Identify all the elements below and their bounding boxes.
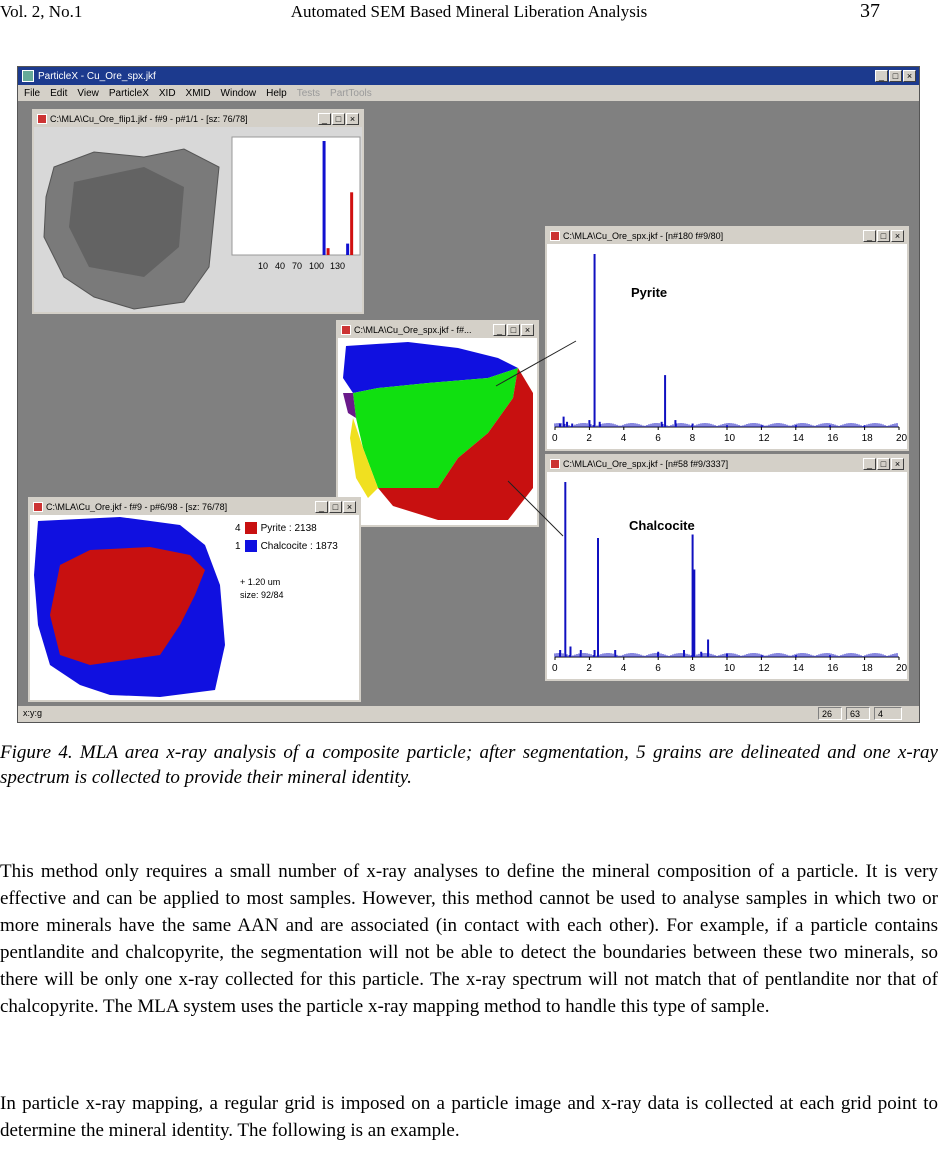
maximize-button[interactable]: □	[877, 230, 890, 242]
x-tick-label: 2	[586, 663, 592, 674]
histogram-window[interactable]	[32, 109, 364, 314]
status-field-1: 26	[818, 707, 842, 720]
menu-file[interactable]: File	[24, 87, 41, 99]
menu-xmid[interactable]: XMID	[185, 87, 211, 99]
window-title: C:\MLA\Cu_Ore.jkf - f#9 - p#6/98 - [sz: 76/78]	[46, 502, 228, 512]
maximize-button[interactable]: □	[507, 324, 520, 336]
hist-tick-40: 40	[275, 261, 286, 271]
legend-swatch	[245, 522, 257, 534]
legend-swatch	[245, 540, 257, 552]
hist-tick-100: 100	[309, 261, 325, 271]
status-field-3: 4	[874, 707, 902, 720]
page-number: 37	[860, 0, 880, 22]
window-icon	[33, 502, 43, 512]
close-button[interactable]: ×	[521, 324, 534, 336]
window-title: C:\MLA\Cu_Ore_spx.jkf - [n#58 f#9/3337]	[563, 459, 729, 469]
window-icon	[341, 325, 351, 335]
hist-tick-70: 70	[292, 261, 303, 271]
x-tick-label: 8	[689, 433, 696, 444]
mdi-workspace	[18, 101, 919, 706]
window-title: C:\MLA\Cu_Ore_flip1.jkf - f#9 - p#1/1 - [sz: 76/78]	[50, 114, 248, 124]
app-title: ParticleX - Cu_Ore_spx.jkf	[38, 70, 156, 82]
menu-parttools[interactable]: PartTools	[330, 87, 372, 99]
status-field-2: 63	[846, 707, 870, 720]
segmented-particle-window[interactable]	[336, 320, 539, 527]
window-title: C:\MLA\Cu_Ore_spx.jkf - f#...	[354, 325, 472, 335]
body-paragraph-1: This method only requires a small number of x-ray analyses to define the mineral composition of a particle. It is very effective and can be applied to most samples. However, this method cannot be used to analyse samples in which two or more minerals have the same AAN and are associated (in contact with each other). For example, if a particle contains pentlandite and chalcopyrite, the segmentation will not be able to detect the boundaries between these two minerals, so there will be only one x-ray collected for this particle. The x-ray spectrum will not match that of pentlandite nor that of chalcopyrite. The MLA system uses the particle x-ray mapping method to handle this type of sample.	[0, 861, 938, 1017]
close-button[interactable]: ×	[903, 70, 916, 82]
close-button[interactable]: ×	[891, 230, 904, 242]
maximize-button[interactable]: □	[877, 458, 890, 470]
window-icon	[550, 459, 560, 469]
pyrite-spectrum-window[interactable]	[545, 226, 909, 451]
histogram-bar	[327, 248, 330, 255]
x-tick-label: 16	[827, 663, 839, 674]
window-title: C:\MLA\Cu_Ore_spx.jkf - [n#180 f#9/80]	[563, 231, 724, 241]
legend-item-chalcocite	[235, 540, 338, 552]
minimize-button[interactable]: _	[315, 501, 328, 513]
legend-count: 4	[235, 522, 241, 534]
x-tick-label: 6	[655, 663, 661, 674]
running-header-volume: Vol. 2, No.1	[0, 2, 83, 21]
hist-tick-10: 10	[258, 261, 269, 271]
x-tick-label: 12	[758, 663, 770, 674]
spectrum-label-pyrite: Pyrite	[631, 285, 668, 300]
histogram-bar	[346, 244, 349, 255]
pyrite-spectrum-chart	[547, 244, 907, 449]
menu-edit[interactable]: Edit	[50, 87, 68, 99]
spectrum-label-chalcocite: Chalcocite	[629, 518, 695, 533]
x-tick-label: 18	[861, 663, 873, 674]
x-tick-label: 16	[827, 433, 839, 444]
x-tick-label: 12	[758, 433, 770, 444]
hist-tick-130: 130	[330, 261, 346, 271]
x-tick-label: 10	[724, 663, 736, 674]
maximize-button[interactable]: □	[329, 501, 342, 513]
chalcocite-spectrum-window[interactable]	[545, 454, 909, 681]
menu-tests[interactable]: Tests	[296, 87, 321, 99]
x-tick-label: 18	[861, 433, 873, 444]
legend-item-pyrite	[235, 522, 317, 534]
x-tick-label: 6	[655, 433, 661, 444]
x-tick-label: 0	[552, 433, 558, 444]
minimize-button[interactable]: _	[863, 230, 876, 242]
histogram-bar	[350, 192, 353, 255]
running-header-title: Automated SEM Based Mineral Liberation Analysis	[290, 2, 648, 21]
histogram-content	[34, 127, 362, 312]
x-tick-label: 2	[586, 433, 592, 444]
menu-particlex[interactable]: ParticleX	[108, 87, 149, 99]
x-tick-label: 8	[689, 663, 696, 674]
maximize-button[interactable]: □	[889, 70, 902, 82]
x-tick-label: 4	[620, 663, 627, 674]
menu-window[interactable]: Window	[220, 87, 257, 99]
body-paragraph-2: In particle x-ray mapping, a regular grid is imposed on a particle image and x-ray data is collected at each grid point to determine the mineral identity. The following is an example.	[0, 1093, 938, 1141]
minimize-button[interactable]: _	[875, 70, 888, 82]
x-tick-label: 20	[896, 433, 907, 444]
menu-xid[interactable]: XID	[158, 87, 176, 99]
x-tick-label: 4	[620, 433, 627, 444]
segmented-particle-image	[338, 338, 537, 525]
menu-help[interactable]: Help	[266, 87, 287, 99]
window-icon	[550, 231, 560, 241]
legend-label: Pyrite : 2138	[260, 522, 317, 534]
histogram-bar	[323, 141, 326, 255]
app-screenshot	[17, 66, 920, 723]
classified-particle-image	[30, 515, 230, 700]
x-tick-label: 10	[724, 433, 736, 444]
classified-particle-window[interactable]	[28, 497, 361, 702]
figure-caption: Figure 4. MLA area x-ray analysis of a composite particle; after segmentation, 5 grains are delineated and one x-ray spectrum is collected to provide their mineral identity.	[0, 742, 938, 788]
x-tick-label: 0	[552, 663, 558, 674]
app-icon	[22, 70, 34, 82]
minimize-button[interactable]: _	[493, 324, 506, 336]
close-button[interactable]: ×	[891, 458, 904, 470]
maximize-button[interactable]: □	[332, 113, 345, 125]
status-bar	[18, 706, 919, 722]
size-readout: size: 92/84	[240, 590, 284, 600]
minimize-button[interactable]: _	[318, 113, 331, 125]
status-text: x:y:g	[23, 708, 43, 718]
close-button[interactable]: ×	[346, 113, 359, 125]
minimize-button[interactable]: _	[863, 458, 876, 470]
x-tick-label: 14	[792, 663, 804, 674]
legend-label: Chalcocite : 1873	[260, 540, 338, 552]
x-tick-label: 20	[896, 663, 907, 674]
menu-view[interactable]: View	[77, 87, 99, 99]
menu-bar	[18, 85, 919, 101]
window-icon	[37, 114, 47, 124]
close-button[interactable]: ×	[343, 501, 356, 513]
app-titlebar	[18, 67, 919, 85]
x-tick-label: 14	[792, 433, 804, 444]
chalcocite-spectrum-chart	[547, 472, 907, 679]
scale-readout: + 1.20 um	[240, 577, 281, 587]
histogram-plot-area	[232, 137, 360, 255]
legend-count: 1	[235, 540, 241, 552]
